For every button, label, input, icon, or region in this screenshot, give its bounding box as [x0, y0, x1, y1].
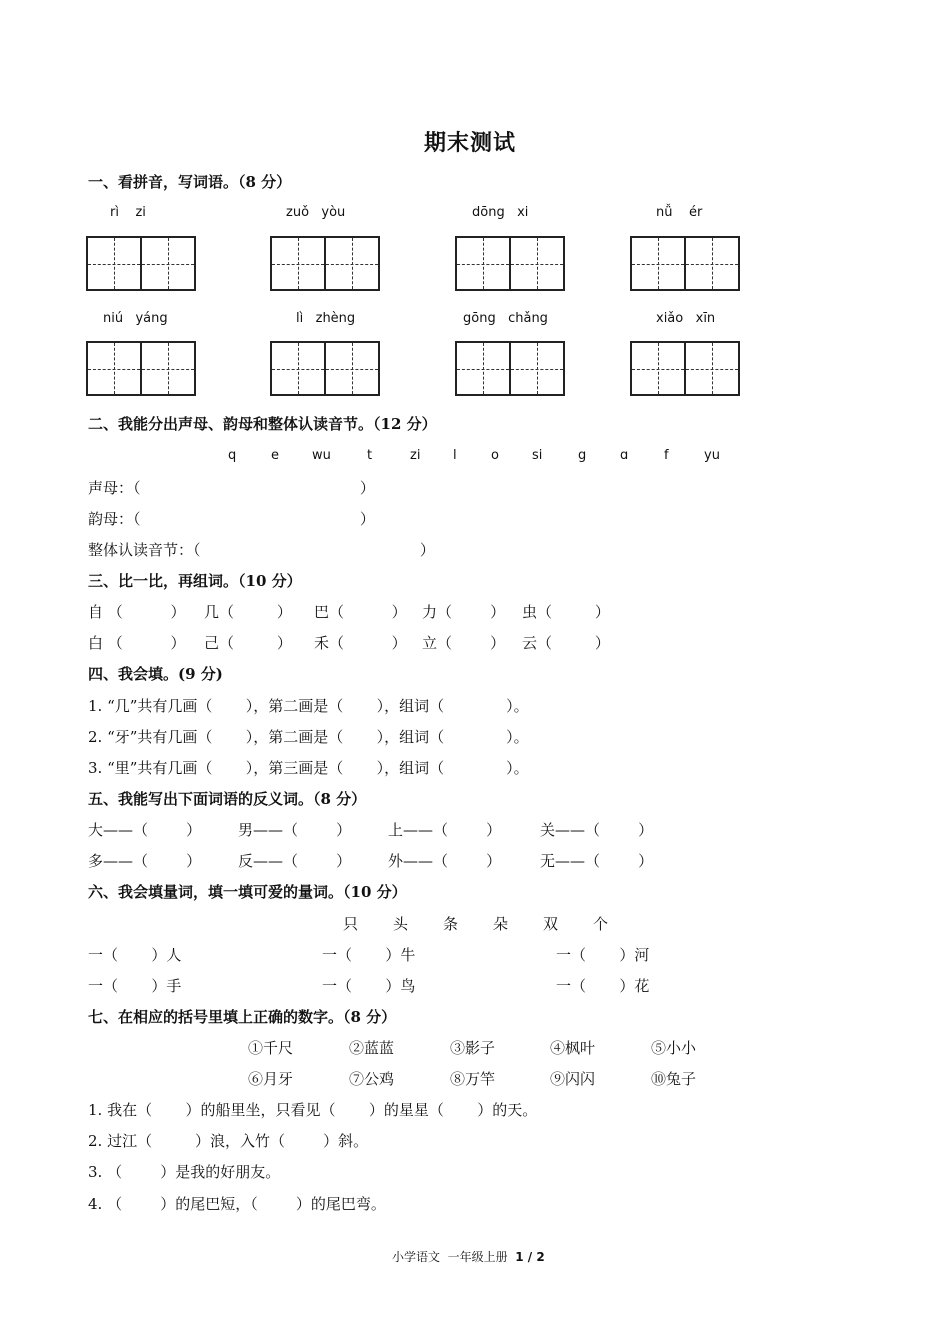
- syllable: si: [532, 448, 543, 463]
- pinyin-label: dōng xi: [472, 205, 529, 220]
- compare-item[interactable]: 自 （ ）: [88, 603, 186, 621]
- measure-word: 个: [593, 915, 609, 933]
- section-3-heading: 三、比一比，再组词。（10 分）: [88, 572, 302, 590]
- yunmu-answer[interactable]: 韵母：（ ）: [88, 510, 375, 528]
- section-5-heading: 五、我能写出下面词语的反义词。（8 分）: [88, 790, 367, 808]
- section-7-heading: 七、在相应的括号里填上正确的数字。（8 分）: [88, 1008, 397, 1026]
- fill-line[interactable]: 2. “牙”共有几画（ ），第二画是（ ），组词（ ）。: [88, 728, 529, 746]
- compare-item[interactable]: 巴（ ）: [314, 603, 407, 621]
- measure-item[interactable]: 一（ ）手: [88, 977, 182, 995]
- compare-item[interactable]: 力（ ）: [422, 603, 506, 621]
- measure-word: 朵: [493, 915, 509, 933]
- antonym-item[interactable]: 外——（ ）: [388, 852, 502, 870]
- measure-item[interactable]: 一（ ）鸟: [322, 977, 416, 995]
- antonym-item[interactable]: 男——（ ）: [238, 821, 352, 839]
- page-title: 期末测试: [424, 130, 517, 156]
- pinyin-label: rì zi: [110, 205, 146, 220]
- syllable: ɑ: [620, 448, 629, 463]
- option-item: ⑨闪闪: [550, 1070, 596, 1088]
- compare-item[interactable]: 几（ ）: [204, 603, 292, 621]
- zhengti-answer[interactable]: 整体认读音节：（ ）: [88, 541, 435, 559]
- writing-grid[interactable]: [630, 341, 740, 396]
- syllable: o: [491, 448, 499, 463]
- fill-line[interactable]: 2. 过江（ ）浪，入竹（ ）斜。: [88, 1132, 369, 1150]
- compare-item[interactable]: 云（ ）: [522, 634, 610, 652]
- syllable: g: [578, 448, 587, 463]
- option-item: ②蓝蓝: [349, 1039, 395, 1057]
- writing-grid[interactable]: [630, 236, 740, 291]
- syllable: q: [228, 448, 237, 463]
- option-item: ③影子: [450, 1039, 496, 1057]
- pinyin-label: gōng chǎng: [463, 311, 548, 326]
- antonym-item[interactable]: 反——（ ）: [238, 852, 352, 870]
- antonym-item[interactable]: 多——（ ）: [88, 852, 202, 870]
- option-item: ④枫叶: [550, 1039, 596, 1057]
- writing-grid[interactable]: [86, 341, 196, 396]
- writing-grid[interactable]: [270, 341, 380, 396]
- option-item: ①千尺: [248, 1039, 294, 1057]
- pinyin-label: niú yáng: [103, 311, 168, 326]
- option-item: ⑧万竿: [450, 1070, 496, 1088]
- measure-word: 双: [543, 915, 559, 933]
- option-item: ⑥月牙: [248, 1070, 294, 1088]
- fill-line[interactable]: 3. “里”共有几画（ ），第三画是（ ），组词（ ）。: [88, 759, 529, 777]
- compare-item[interactable]: 己（ ）: [204, 634, 292, 652]
- syllable: l: [453, 448, 457, 463]
- syllable: zi: [410, 448, 421, 463]
- measure-item[interactable]: 一（ ）人: [88, 946, 182, 964]
- section-2-heading: 二、我能分出声母、韵母和整体认读音节。（12 分）: [88, 415, 437, 433]
- writing-grid[interactable]: [270, 236, 380, 291]
- syllable: e: [271, 448, 279, 463]
- measure-word: 头: [393, 915, 409, 933]
- page-footer: [392, 1248, 545, 1265]
- fill-line[interactable]: 1. “几”共有几画（ ），第二画是（ ），组词（ ）。: [88, 697, 529, 715]
- measure-word: 条: [443, 915, 459, 933]
- fill-line[interactable]: 1. 我在（ ）的船里坐，只看见（ ）的星星（ ）的天。: [88, 1101, 538, 1119]
- measure-item[interactable]: 一（ ）河: [556, 946, 650, 964]
- antonym-item[interactable]: 关——（ ）: [540, 821, 654, 839]
- compare-item[interactable]: 白 （ ）: [88, 634, 186, 652]
- pinyin-label: nǚ ér: [656, 205, 703, 220]
- compare-item[interactable]: 立（ ）: [422, 634, 506, 652]
- writing-grid[interactable]: [455, 236, 565, 291]
- syllable: f: [664, 448, 669, 463]
- section-1-heading: 一、看拼音，写词语。（8 分）: [88, 173, 292, 191]
- section-4-heading: 四、我会填。(9 分): [88, 665, 223, 683]
- antonym-item[interactable]: 无——（ ）: [540, 852, 654, 870]
- option-item: ⑩兔子: [651, 1070, 697, 1088]
- section-6-heading: 六、我会填量词，填一填可爱的量词。（10 分）: [88, 883, 407, 901]
- antonym-item[interactable]: 大——（ ）: [88, 821, 202, 839]
- syllable: wu: [312, 448, 331, 463]
- fill-line[interactable]: 4. （ ）的尾巴短，（ ）的尾巴弯。: [88, 1195, 386, 1213]
- option-item: ⑦公鸡: [349, 1070, 395, 1088]
- writing-grid[interactable]: [455, 341, 565, 396]
- writing-grid[interactable]: [86, 236, 196, 291]
- option-item: ⑤小小: [651, 1039, 697, 1057]
- compare-item[interactable]: 禾（ ）: [314, 634, 407, 652]
- pinyin-label: xiǎo xīn: [656, 311, 716, 326]
- syllable: t: [367, 448, 373, 463]
- measure-word: 只: [343, 915, 359, 933]
- measure-item[interactable]: 一（ ）牛: [322, 946, 416, 964]
- compare-item[interactable]: 虫（ ）: [522, 603, 610, 621]
- antonym-item[interactable]: 上——（ ）: [388, 821, 502, 839]
- footer-text: 小学语文 一年级上册: [392, 1250, 516, 1264]
- pinyin-label: lì zhèng: [296, 311, 356, 326]
- shengmu-answer[interactable]: 声母：（ ）: [88, 479, 375, 497]
- pinyin-label: zuǒ yòu: [286, 205, 346, 220]
- measure-item[interactable]: 一（ ）花: [556, 977, 650, 995]
- syllable: yu: [704, 448, 720, 463]
- fill-line[interactable]: 3. （ ）是我的好朋友。: [88, 1163, 281, 1181]
- page-number: 1 / 2: [515, 1250, 545, 1264]
